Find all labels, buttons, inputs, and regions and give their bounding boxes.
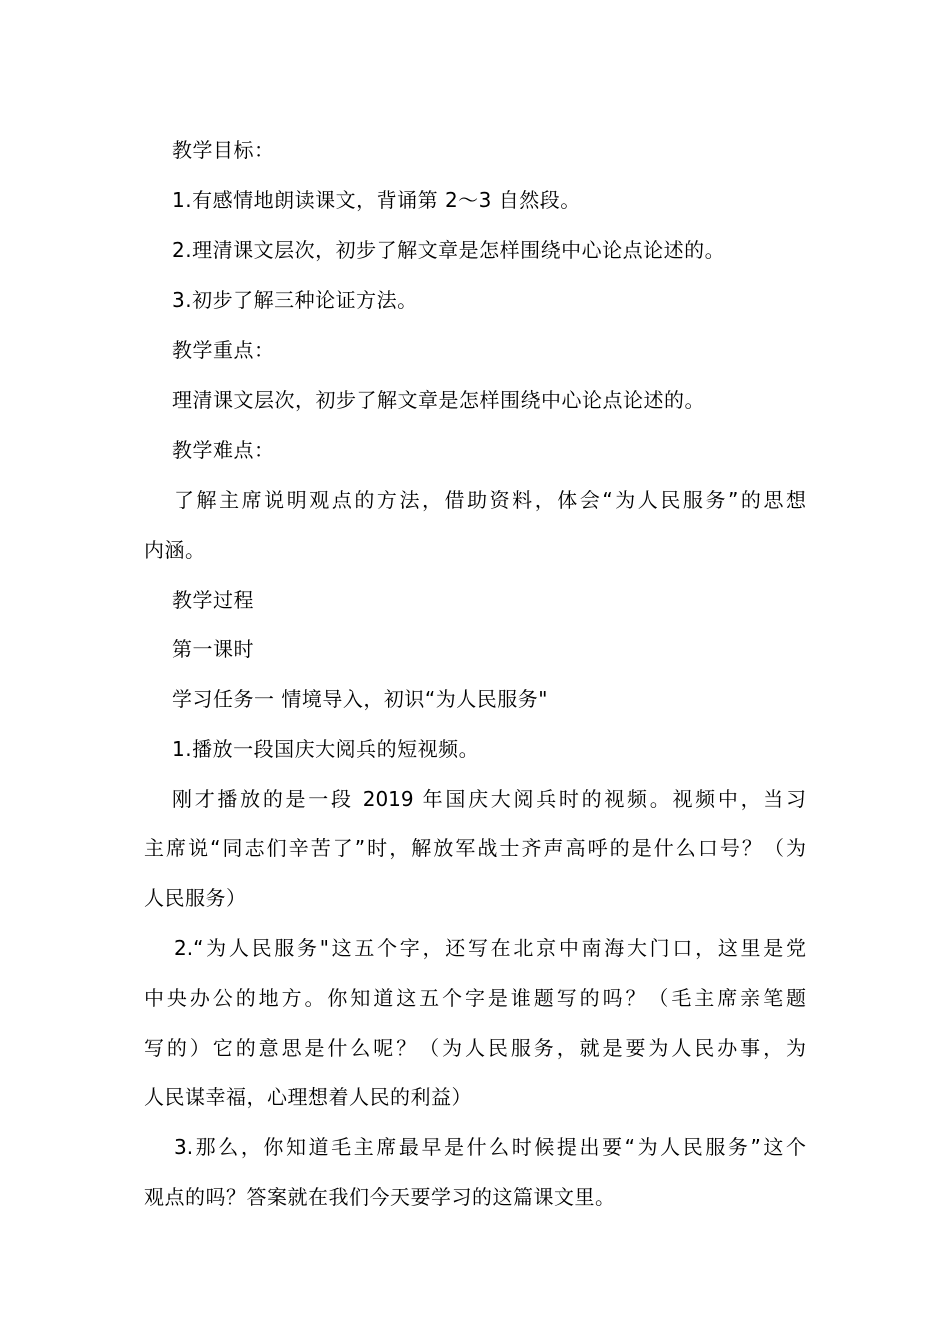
step-1: 1.播放一段国庆大阅兵的短视频。	[172, 737, 480, 761]
paragraph-1-line-1: 刚才播放的是一段 2019 年国庆大阅兵时的视频。视频中，当习	[172, 787, 806, 811]
process-heading: 教学过程	[172, 588, 254, 612]
goal-item-3: 3.初步了解三种论证方法。	[172, 288, 418, 312]
paragraph-1-line-2: 主席说“同志们辛苦了”时，解放军战士齐声高呼的是什么口号？（为	[144, 836, 806, 860]
key-points-text: 理清课文层次，初步了解文章是怎样围绕中心论点论述的。	[172, 388, 705, 412]
step-2-line-3: 写的）它的意思是什么呢？（为人民服务，就是要为人民办事，为	[144, 1036, 806, 1060]
step-2-line-1: 2.“为人民服务"这五个字，还写在北京中南海大门口，这里是党	[174, 936, 806, 960]
step-2-line-2: 中央办公的地方。你知道这五个字是谁题写的吗？（毛主席亲笔题	[144, 986, 806, 1010]
step-3-line-1: 3.那么，你知道毛主席最早是什么时候提出要“为人民服务”这个	[174, 1135, 806, 1159]
difficulty-heading: 教学难点：	[172, 438, 275, 462]
key-points-heading: 教学重点：	[172, 338, 275, 362]
step-2-line-4: 人民谋幸福，心理想着人民的利益）	[144, 1085, 472, 1109]
difficulty-text-line-2: 内涵。	[144, 538, 206, 562]
step-3-line-2: 观点的吗？答案就在我们今天要学习的这篇课文里。	[144, 1185, 616, 1209]
paragraph-1-line-3: 人民服务）	[144, 886, 247, 910]
task-heading: 学习任务一 情境导入，初识“为人民服务"	[172, 687, 548, 711]
goals-heading: 教学目标：	[172, 138, 275, 162]
goal-item-1: 1.有感情地朗读课文，背诵第 2～3 自然段。	[172, 188, 581, 212]
lesson-heading: 第一课时	[172, 637, 254, 661]
goal-item-2: 2.理清课文层次，初步了解文章是怎样围绕中心论点论述的。	[172, 238, 726, 262]
difficulty-text-line-1: 了解主席说明观点的方法，借助资料，体会“为人民服务”的思想	[174, 488, 806, 512]
